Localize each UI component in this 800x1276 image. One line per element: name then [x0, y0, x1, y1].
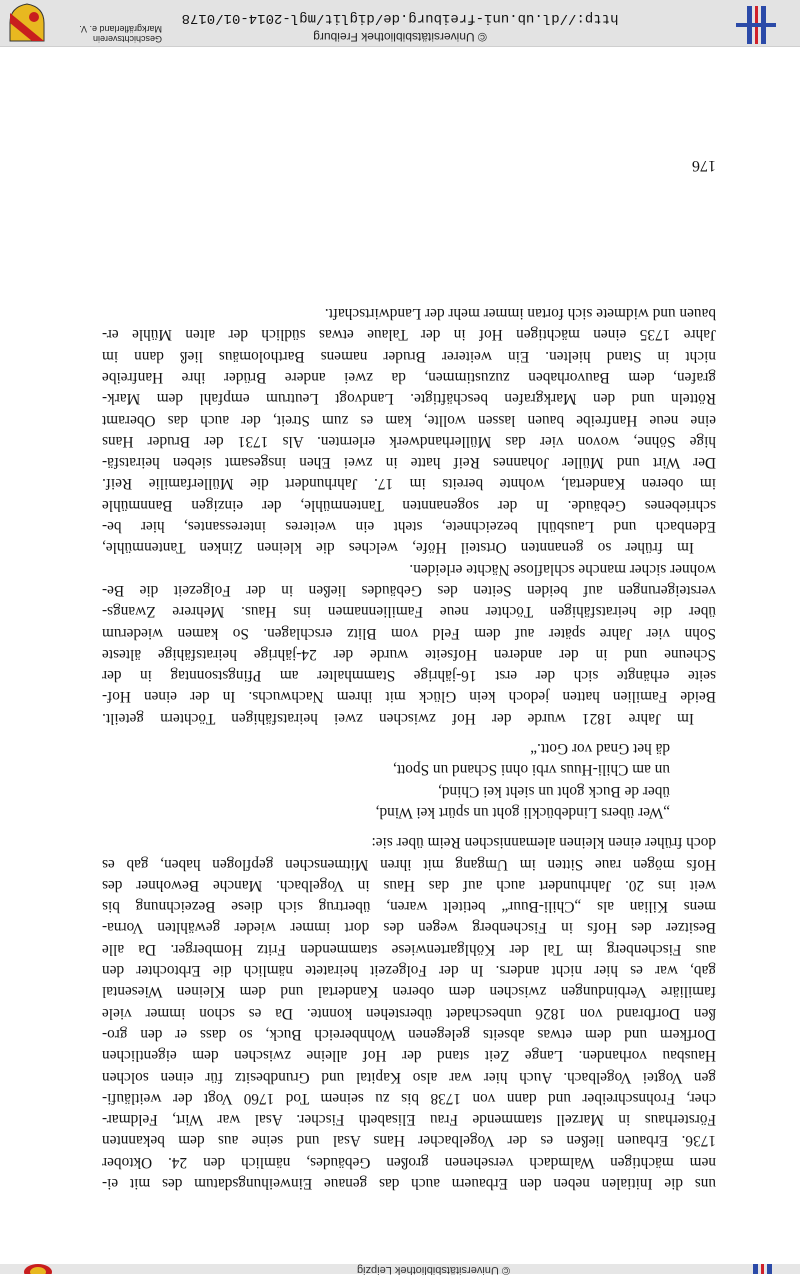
- text-line: Sohn vier Jahre später auf dem Feld vom Blitz erschlagen. So kamen wiederum: [102, 624, 716, 642]
- text-line: Försterhaus in Marzell stammende Frau Elisabeth Fischer. Asal war Wirt, Feldmar-: [102, 1111, 716, 1129]
- text-line: Hausbau vorhanden. Lange Zeit stand der Hof alleine zwischen dem eigentlichen: [102, 1047, 716, 1065]
- text-line: familiäre Verbindungen zwischen dem oberen Kandertal und dem Kleinen Wiesental: [102, 983, 716, 1001]
- text-line: uns die Initialen neben den Erbauern auch das genaue Einweihungsdatum des mit ei-: [102, 1175, 716, 1192]
- verse-line: un am Chili-Huus vrbi ohni Schand un Spott,: [392, 761, 670, 779]
- cutoff-previous-page-strip: [0, 1264, 800, 1274]
- text-line: seite erhängte sich der erst 16-jährige Stammhalter am Pfingstsonntag in der: [102, 667, 716, 685]
- text-line: schriebenes Gebäude. In der sogenannten Tantenmühle, der einzigen Bannmühle: [102, 496, 716, 514]
- page-number: 176: [692, 157, 716, 174]
- text-line: bauen und widmete sich fortan immer mehr der Landwirtschaft.: [324, 305, 716, 323]
- text-line: Edenbach und Lausbühl bezeichnete, steht ein weiteres interessantes, hier be-: [102, 518, 716, 536]
- text-line: 1736. Erbauen ließen es der Vogelbacher Hans Asal und seine aus dem bekannten: [102, 1132, 716, 1150]
- footer-copyright: © Universitätsbibliothek Freiburg: [313, 30, 487, 44]
- text-line: Rötteln und den Markgrafen beschäftigte. Landvogt Leutrum empfahl dem Mark-: [102, 390, 716, 408]
- text-line: mens Kilian als „Chili-Buur“ betitelt waren, übertrug sich diese Bezeichnung bis: [102, 898, 716, 916]
- society-name-line-1: Geschichtsverein: [92, 34, 162, 44]
- text-line: gab, war es hier nicht anders. In der Folgezeit heiratete nämlich die Erbtochter den: [102, 962, 716, 980]
- verse-line: über de Buck goht un sieht kei Chind,: [438, 782, 670, 800]
- text-line: Besitzer des Hofs in Fischenberg wegen des dort immer wieder gewählten Vorna-: [102, 919, 716, 937]
- text-line: hige Söhne, wovon vier das Müllerhandwerk erlernten. Als 1731 der Bruder Hans: [102, 432, 716, 450]
- text-line: Der Wirt und Müller Johannes Reif hatte in zwei Ehen insgesamt sieben heiratsfä-: [102, 454, 716, 472]
- text-line: Im Jahre 1821 wurde der Hof zwischen zwei heiratsfähigen Töchtern geteilt.: [102, 709, 694, 727]
- text-line: doch früher einen kleinen alemannischen Reim über sie:: [371, 834, 716, 852]
- paragraph-tantenmuehle: [102, 303, 716, 559]
- paragraph-1821-partition: [102, 558, 716, 728]
- society-name-line-2: Markgräflerland e. V.: [79, 24, 162, 34]
- text-line: Hofs mögen raue Sitten im Umgang mit ihren Mitmenschen gepflogen haben, gab es: [102, 855, 716, 873]
- verse-line: „Wer übers Lindebückli goht un spürt kei Wind,: [375, 803, 670, 821]
- text-line: Im früher so genannten Ortsteil Höfe, welches die kleinen Zinken Tantenmühle,: [102, 539, 694, 557]
- society-crest-icon: [8, 3, 46, 43]
- library-logo-icon: [748, 1264, 778, 1274]
- text-line: über die heiratsfähigen Töchter neue Familiennamen ins Haus. Mehrere Zwangs-: [102, 603, 716, 621]
- text-line: weit ins 20. Jahrhundert auch auf das Haus in Vogelbach. Manche Bewohner des: [102, 876, 716, 894]
- footer-bar: [0, 0, 800, 47]
- text-line: Jahre 1735 einen mächtigen Hof in der Talaue etwas südlich der alten Mühle er-: [102, 326, 716, 344]
- paragraph-asal-house: [102, 832, 716, 1194]
- footer-society-name: [52, 24, 162, 44]
- text-line: im oberen Kandertal, wohnte bereits im 17. Jahrhundert die Müllerfamilie Reif.: [102, 475, 716, 493]
- text-line: versteigerungen auf beiden Seiten des Gebäudes ließen in der Folgezeit die Be-: [102, 581, 716, 599]
- text-line: wohner sicher manche schlaflose Nächte erleiden.: [409, 560, 716, 578]
- text-line: Beide Familien hatten jedoch kein Glück mit ihrem Nachwuchs. In der einen Hof-: [102, 688, 716, 706]
- verse-line: dä het Gnad vor Gott.“: [530, 740, 670, 758]
- text-line: Dorfkern und dem etwas abseits gelegenen Wohnbereich Buck, so dass er den gro-: [102, 1025, 716, 1043]
- text-line: aus Fischenberg im Tal der Köhlgartenwiese stammenden Fritz Homberger. Da alle: [102, 940, 716, 958]
- text-line: gen Vogtei Vogelbach. Auch hier war also Kapital und Grundbesitz für einen solchen: [102, 1068, 716, 1086]
- text-line: eine neue Hanfreibe bauen lassen wollte, kam es zum Streit, der auch das Oberamt: [102, 411, 716, 429]
- cutoff-copyright-text: © Universitätsbibliothek Leipzig: [356, 1264, 510, 1276]
- page-text: [102, 303, 716, 1194]
- text-line: cher, Frohnschreiber und dann von 1738 bis zu seinem Tod 1760 Vogt der weitläufi-: [102, 1089, 716, 1107]
- text-line: ßen Dorfbrand von 1826 unbeschadet überstehen konnte. Da es schon immer viele: [102, 1004, 716, 1022]
- alemannic-verse: [102, 738, 716, 823]
- society-crest-icon: [18, 1264, 58, 1274]
- footer-url-link[interactable]: http://dl.ub.uni-freiburg.de/diglit/mgl-2014-01/0178: [181, 10, 619, 26]
- text-line: nem mächtigen Walmdach versehenen großen Gebäudes, nämlich den 24. Oktober: [102, 1153, 716, 1171]
- text-line: grafen, dem Bauvorhaben zuzustimmen, da zwei andere Brüder ihre Hanfreibe: [102, 369, 716, 387]
- text-line: Scheune und in der anderen Hofseite wurde der 24-jährige heiratsfähige älteste: [102, 645, 716, 663]
- text-line: nicht in Stand hielten. Ein weiterer Bruder namens Bartholomäus ließ dann im: [102, 347, 716, 365]
